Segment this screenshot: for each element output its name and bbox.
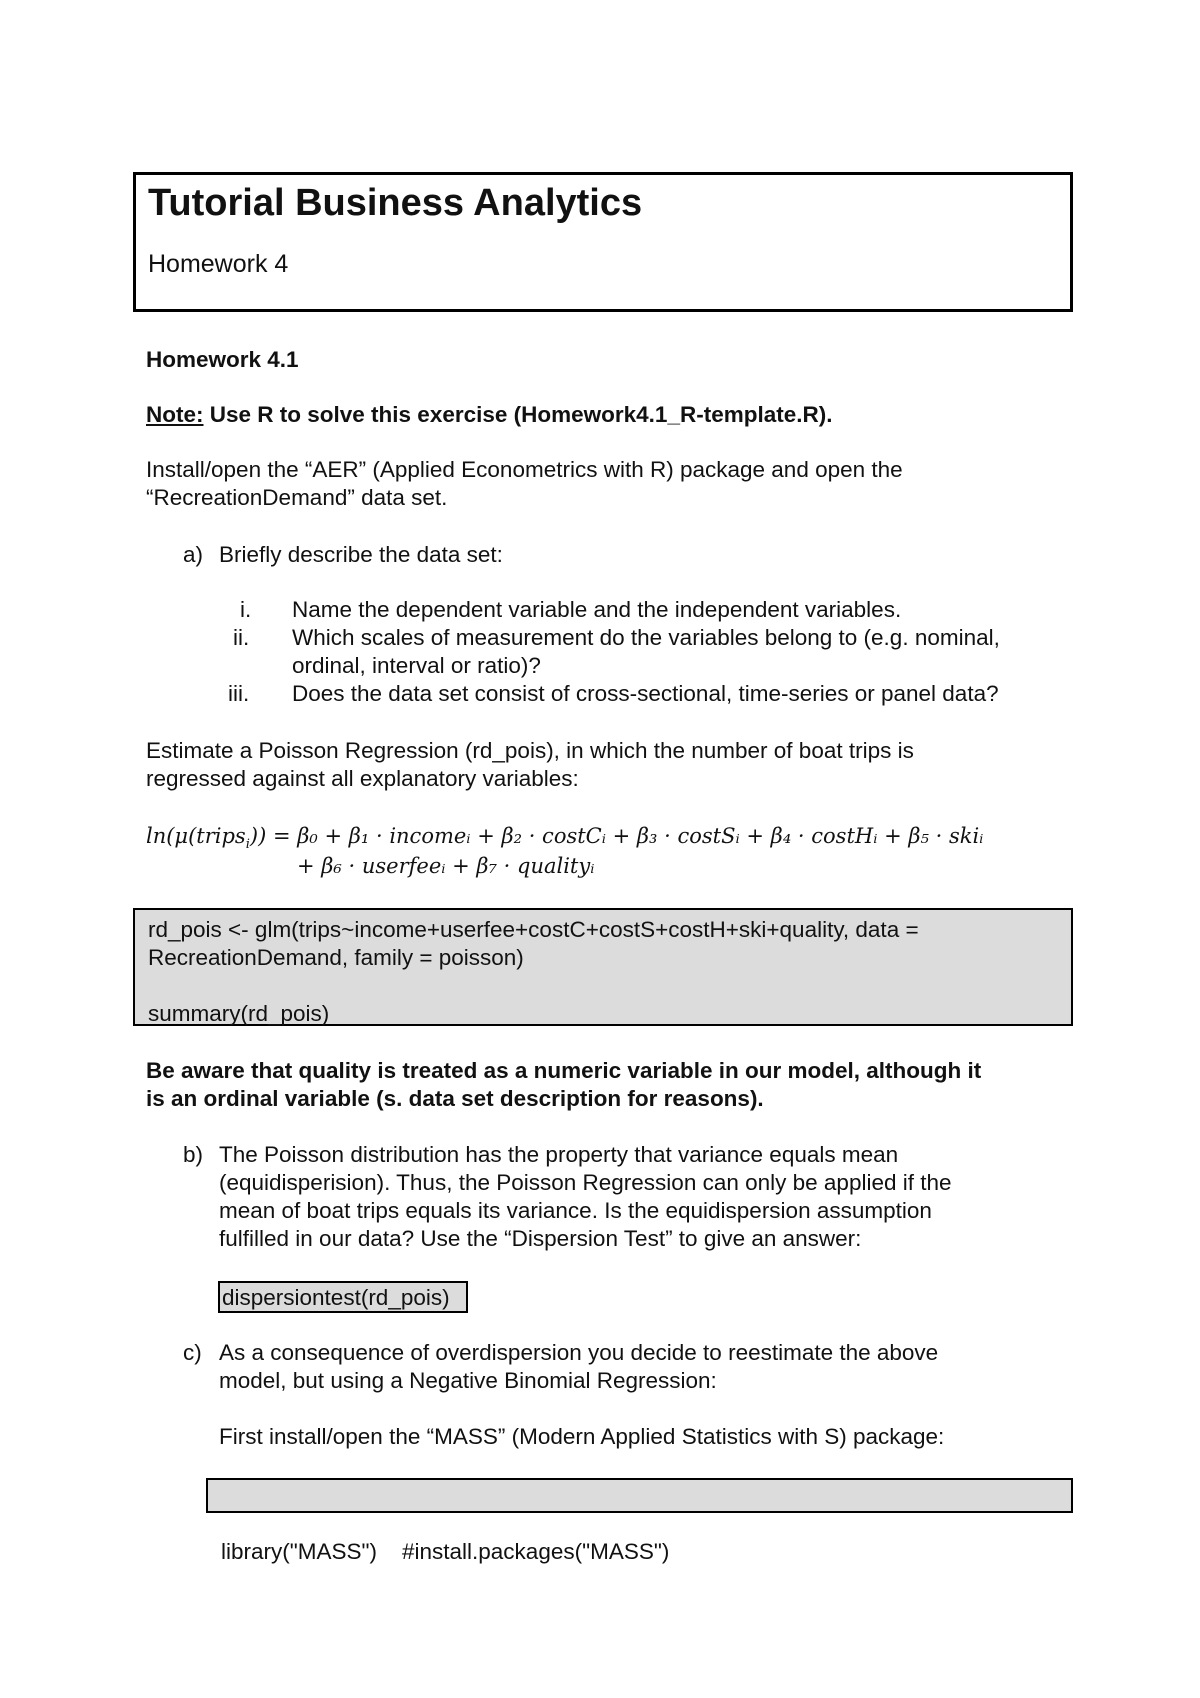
part-b-line-3: mean of boat trips equals its variance. Is the equidispersion assumption — [219, 1198, 932, 1223]
item-iii-marker: iii. — [228, 681, 250, 706]
part-c-marker: c) — [183, 1340, 202, 1365]
dispersiontest-code: dispersiontest(rd_pois) — [222, 1285, 450, 1310]
code-line-1: rd_pois <- glm(trips~income+userfee+costC+costS+costH+ski+quality, data = — [148, 917, 919, 942]
part-b-marker: b) — [183, 1142, 204, 1167]
note-line — [146, 401, 832, 429]
document-title: Tutorial Business Analytics — [148, 182, 643, 224]
estimate-line-2: regressed against all explanatory variables: — [146, 766, 579, 791]
mass-code: library("MASS") #install.packages("MASS") — [221, 1539, 670, 1564]
item-ii-marker: ii. — [233, 625, 250, 650]
note-label: Note: — [146, 402, 204, 427]
equation-lhs: ln(μ(trips — [146, 824, 246, 848]
equation-rhs-1: = β₀ + β₁ · incomeᵢ + β₂ · costCᵢ + β₃ · costSᵢ + β₄ · costHᵢ + β₅ · skiᵢ — [272, 824, 984, 848]
warning-line-1: Be aware that quality is treated as a numeric variable in our model, although it — [146, 1058, 982, 1083]
code-line-3: summary(rd_pois) — [148, 1001, 330, 1026]
part-a-marker: a) — [183, 542, 204, 567]
part-b-line-1: The Poisson distribution has the property that variance equals mean — [219, 1142, 899, 1167]
warning-line-2: is an ordinal variable (s. data set description for reasons). — [146, 1086, 764, 1111]
document-subtitle: Homework 4 — [148, 250, 289, 278]
title-box — [133, 172, 1073, 312]
equation-lhs-close: )) — [249, 824, 267, 848]
estimate-line-1: Estimate a Poisson Regression (rd_pois), in which the number of boat trips is — [146, 738, 914, 763]
intro-line-2: “RecreationDemand” data set. — [146, 485, 448, 510]
note-text: Use R to solve this exercise (Homework4.1_R-template.R). — [203, 402, 833, 427]
item-i-marker: i. — [240, 597, 252, 622]
code-block-mass — [206, 1478, 1073, 1564]
item-ii-text-2: ordinal, interval or ratio)? — [292, 653, 541, 678]
part-b-line-2: (equidisperision). Thus, the Poisson Regression can only be applied if the — [219, 1170, 952, 1195]
item-iii-text: Does the data set consist of cross-sectional, time-series or panel data? — [292, 681, 999, 706]
code-line-2: RecreationDemand, family = poisson) — [148, 945, 524, 970]
part-c-install-text: First install/open the “MASS” (Modern Applied Statistics with S) package: — [219, 1424, 945, 1449]
equation-lhs-sub: i — [245, 837, 250, 853]
equation-line-2: + β₆ · userfeeᵢ + β₇ · qualityᵢ — [297, 854, 595, 878]
part-c-line-2: model, but using a Negative Binomial Regression: — [219, 1368, 717, 1393]
code-block-dispersiontest — [218, 1281, 468, 1313]
item-ii-text-1: Which scales of measurement do the variables belong to (e.g. nominal, — [292, 625, 1000, 650]
part-b-line-4: fulfilled in our data? Use the “Dispersion Test” to give an answer: — [219, 1226, 862, 1251]
part-c-line-1: As a consequence of overdispersion you decide to reestimate the above — [219, 1340, 939, 1365]
intro-line-1: Install/open the “AER” (Applied Econometrics with R) package and open the — [146, 457, 903, 482]
item-i-text: Name the dependent variable and the independent variables. — [292, 597, 902, 622]
section-heading: Homework 4.1 — [146, 347, 299, 372]
code-block-glm — [133, 908, 1073, 1026]
part-a-text: Briefly describe the data set: — [219, 542, 503, 567]
